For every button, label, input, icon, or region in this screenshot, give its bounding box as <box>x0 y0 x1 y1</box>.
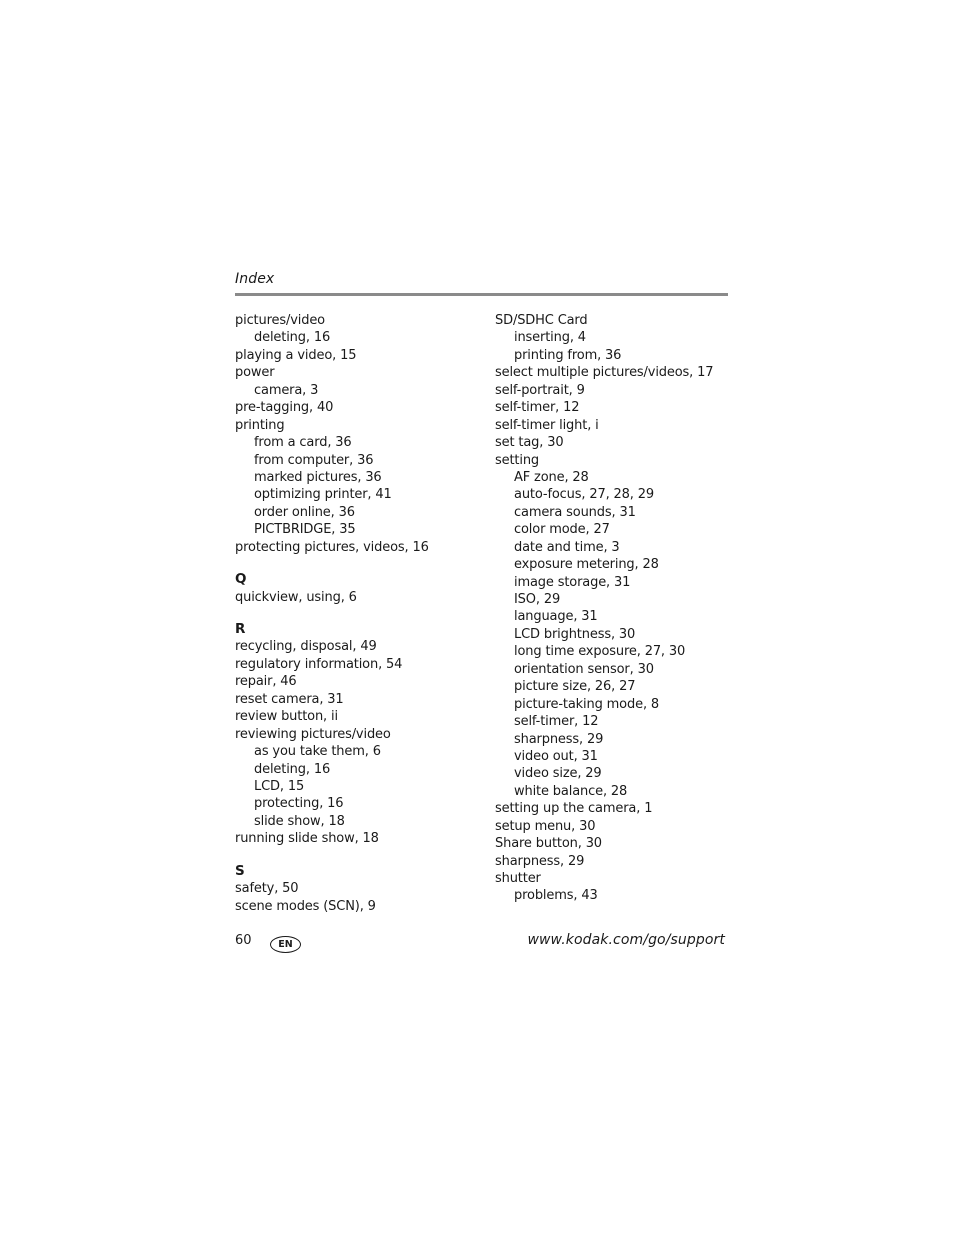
index-entry: regulatory information, 54 <box>235 656 403 672</box>
index-section-gap <box>235 606 480 621</box>
index-entry: review button, ii <box>235 709 338 725</box>
index-entry: self-timer light, i <box>495 417 599 433</box>
index-subentry: inserting, 4 <box>514 330 586 346</box>
index-subentry: camera sounds, 31 <box>514 504 636 520</box>
index-entry: printing <box>235 417 285 433</box>
index-entry: SD/SDHC Card <box>495 313 588 328</box>
index-subentry: optimizing printer, 41 <box>254 487 392 503</box>
index-subentry: slide show, 18 <box>254 813 345 829</box>
index-subentry: printing from, 36 <box>514 347 622 363</box>
index-section-gap <box>235 848 480 863</box>
language-badge: EN <box>270 936 301 953</box>
index-subentry: orientation sensor, 30 <box>514 661 654 677</box>
index-entry: sharpness, 29 <box>495 853 585 869</box>
index-subentry: marked pictures, 36 <box>254 469 382 485</box>
index-subentry: video out, 31 <box>514 748 598 764</box>
index-entry: safety, 50 <box>235 881 299 897</box>
index-subentry: LCD brightness, 30 <box>514 626 636 642</box>
page-number: 60 <box>235 933 252 948</box>
index-entry: setup menu, 30 <box>495 818 596 834</box>
index-subentry: protecting, 16 <box>254 796 344 812</box>
index-subentry: sharpness, 29 <box>514 731 604 747</box>
index-subentry: date and time, 3 <box>514 539 620 555</box>
index-subentry: picture size, 26, 27 <box>514 679 636 695</box>
index-entry: playing a video, 15 <box>235 347 357 363</box>
index-entry: power <box>235 365 275 381</box>
index-subentry: PICTBRIDGE, 35 <box>254 522 356 538</box>
index-entry: shutter <box>495 871 541 886</box>
index-subentry: from a card, 36 <box>254 435 352 451</box>
page-header-title: Index <box>235 271 275 287</box>
index-subentry: ISO, 29 <box>514 592 561 607</box>
index-subentry: from computer, 36 <box>254 452 374 468</box>
index-entry: self-timer, 12 <box>495 400 580 416</box>
index-entry: running slide show, 18 <box>235 831 379 847</box>
index-entry: pre-tagging, 40 <box>235 400 334 416</box>
index-subentry: deleting, 16 <box>254 761 331 777</box>
index-entry: select multiple pictures/videos, 17 <box>495 365 714 381</box>
index-subentry: color mode, 27 <box>514 522 610 538</box>
index-letter-heading: R <box>235 621 246 637</box>
index-entry: self-portrait, 9 <box>495 382 585 398</box>
index-entry: Share button, 30 <box>495 836 602 852</box>
index-subentry: LCD, 15 <box>254 778 305 794</box>
index-subentry: as you take them, 6 <box>254 744 381 760</box>
support-url[interactable]: www.kodak.com/go/support <box>527 932 725 948</box>
header-divider <box>235 293 728 296</box>
index-entry: quickview, using, 6 <box>235 589 357 605</box>
index-section-gap <box>235 556 480 571</box>
index-letter-heading: S <box>235 862 245 879</box>
index-entry: protecting pictures, videos, 16 <box>235 539 429 555</box>
index-entry: recycling, disposal, 49 <box>235 639 377 655</box>
index-entry: reviewing pictures/video <box>235 726 391 742</box>
index-letter-heading: Q <box>235 571 247 588</box>
index-entry: set tag, 30 <box>495 435 564 451</box>
index-entry: pictures/video <box>235 313 325 328</box>
index-subentry: white balance, 28 <box>514 783 628 799</box>
index-entry: reset camera, 31 <box>235 691 344 707</box>
index-subentry: self-timer, 12 <box>514 714 599 730</box>
index-entry: repair, 46 <box>235 674 297 690</box>
index-subentry: image storage, 31 <box>514 574 631 590</box>
index-subentry: camera, 3 <box>254 382 319 398</box>
index-subentry: exposure metering, 28 <box>514 557 659 573</box>
index-subentry: video size, 29 <box>514 766 602 782</box>
index-entry: setting <box>495 452 540 468</box>
index-subentry: deleting, 16 <box>254 330 331 346</box>
index-subentry: long time exposure, 27, 30 <box>514 644 686 660</box>
index-subentry: AF zone, 28 <box>514 469 589 485</box>
index-subentry: order online, 36 <box>254 504 355 520</box>
index-column-left <box>235 312 480 915</box>
index-subentry: language, 31 <box>514 609 598 625</box>
index-entry: scene modes (SCN), 9 <box>235 898 376 914</box>
index-subentry: picture-taking mode, 8 <box>514 696 660 712</box>
index-column-right <box>495 312 735 905</box>
index-entry: setting up the camera, 1 <box>495 801 653 817</box>
index-subentry: problems, 43 <box>514 888 598 904</box>
index-subentry: auto-focus, 27, 28, 29 <box>514 487 654 503</box>
